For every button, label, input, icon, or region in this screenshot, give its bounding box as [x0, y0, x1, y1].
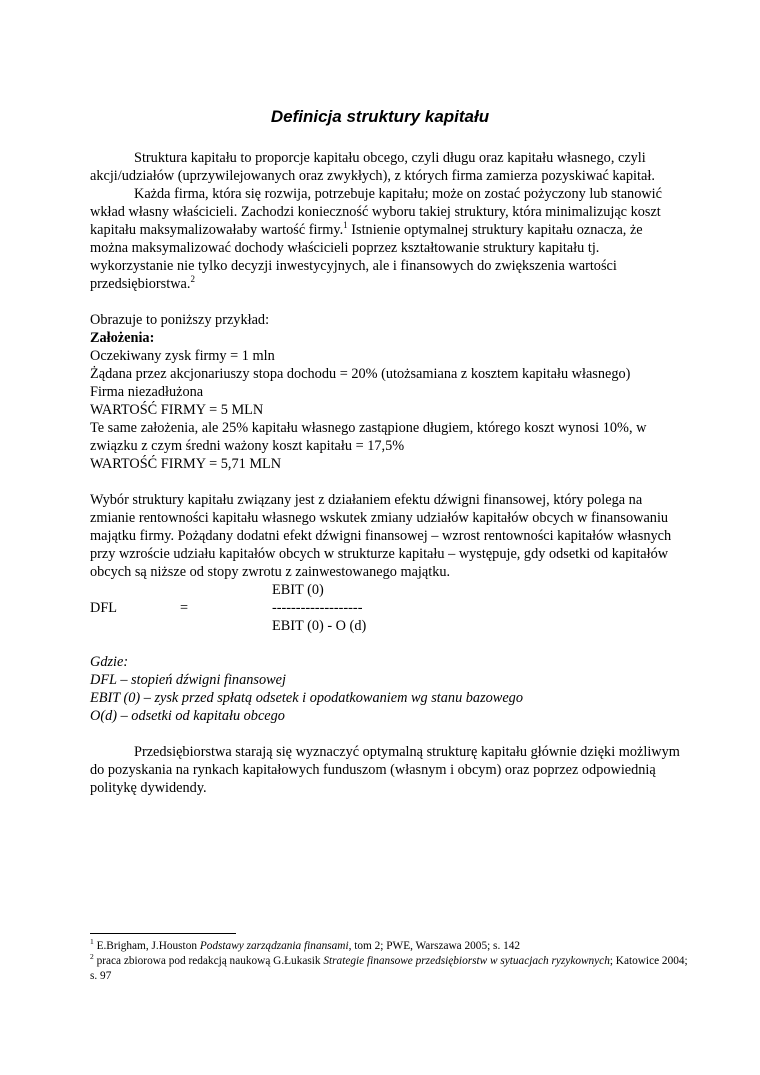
paragraph-optimal-structure-text-b: Istnienie optymalnej struktury kapitału oznacza, że można maksymalizować dochody właścicieli poprzez kształtowanie struktury kapitału tj. wykorzystanie nie tylko decyzji inwestycyjnych, ale i finansowych do zwiększenia wartości przedsiębiorstwa.	[90, 222, 643, 292]
footnote-1-mark: 1	[90, 937, 94, 947]
document-body	[90, 149, 680, 797]
dfl-formula	[90, 581, 680, 635]
example-line: WARTOŚĆ FIRMY = 5 MLN	[90, 402, 264, 418]
paragraph-conclusion: Przedsiębiorstwa starają się wyznaczyć optymalną strukturę kapitału głównie dzięki możliwym do pozyskania na rynkach kapitałowych funduszom (własnym i obcym) oraz poprzez odpowiednią politykę dywidendy.	[90, 744, 680, 796]
example-line: Firma niezadłużona	[90, 384, 204, 400]
page-title: Definicja struktury kapitału	[270, 107, 490, 126]
footnote-separator	[90, 933, 236, 934]
footnote-1-text-after: , tom 2; PWE, Warszawa 2005; s. 142	[348, 940, 521, 952]
formula-fraction-line: -------------------	[272, 600, 363, 616]
legend-item: EBIT (0) – zysk przed spłatą odsetek i opodatkowaniem wg stanu bazowego	[90, 690, 523, 706]
footnote-ref-2: 2	[190, 274, 195, 285]
assumptions-heading: Założenia:	[90, 330, 155, 346]
footnote-2-title: Strategie finansowe przedsiębiorstw w sytuacjach ryzykownych	[323, 955, 610, 967]
footnote-2-text-before: praca zbiorowa pod redakcją naukową G.Łukasik	[93, 955, 324, 967]
example-line: Żądana przez akcjonariuszy stopa dochodu = 20% (utożsamiana z kosztem kapitału własnego)	[90, 366, 631, 382]
formula-equals: =	[180, 600, 189, 616]
formula-lhs: DFL	[90, 600, 118, 616]
footnote-1-text-before: E.Brigham, J.Houston	[93, 940, 200, 952]
footnotes	[90, 939, 690, 984]
footnote-2-mark: 2	[90, 952, 94, 962]
paragraph-optimal-structure	[90, 185, 680, 293]
paragraph-optimal-structure-text-a: Każda firma, która się rozwija, potrzebuje kapitału; może on zostać pożyczony lub stanowić wkład własny właścicieli. Zachodzi konieczność wyboru takiej struktury, która minimalizując koszt kapitału maksymalizowałaby wartość firmy.	[90, 186, 662, 238]
legend-item: O(d) – odsetki od kapitału obcego	[90, 708, 285, 724]
legend-item: DFL – stopień dźwigni finansowej	[90, 672, 286, 688]
legend-heading: Gdzie:	[90, 654, 129, 670]
formula-denominator: EBIT (0) - O (d)	[272, 618, 367, 634]
example-line: WARTOŚĆ FIRMY = 5,71 MLN	[90, 456, 282, 472]
example-line: Te same założenia, ale 25% kapitału własnego zastąpione długiem, którego koszt wynosi 10%, w związku z czym średni ważony koszt kapitału = 17,5%	[90, 420, 647, 454]
example-intro: Obrazuje to poniższy przykład:	[90, 312, 270, 328]
footnote-1-title: Podstawy zarządzania finansami	[199, 940, 349, 952]
footnote-ref-1: 1	[343, 220, 348, 231]
formula-numerator: EBIT (0)	[272, 582, 324, 598]
footnote-2	[90, 954, 690, 984]
paragraph-definition: Struktura kapitału to proporcje kapitału obcego, czyli długu oraz kapitału własnego, czyli akcji/udziałów (uprzywilejowanych oraz zwykłych), z których firma zamierza pozyskiwać kapitał.	[90, 150, 655, 184]
footnote-2-text-after: ; Katowice 2004; s. 97	[90, 955, 688, 982]
paragraph-leverage: Wybór struktury kapitału związany jest z działaniem efektu dźwigni finansowej, który polega na zmianie rentowności kapitału własnego wskutek zmiany udziałów kapitałów obcych w finansowaniu majątku firmy. Pożądany dodatni efekt dźwigni finansowej – wzrost rentowności kapitałów własnych przy wzroście udziału kapitałów obcych w strukturze kapitału – występuje, gdy odsetki od kapitałów obcych są niższe od stopy zwrotu z zainwestowanego majątku.	[90, 492, 672, 580]
footnote-1	[90, 939, 690, 954]
example-line: Oczekiwany zysk firmy = 1 mln	[90, 348, 275, 364]
